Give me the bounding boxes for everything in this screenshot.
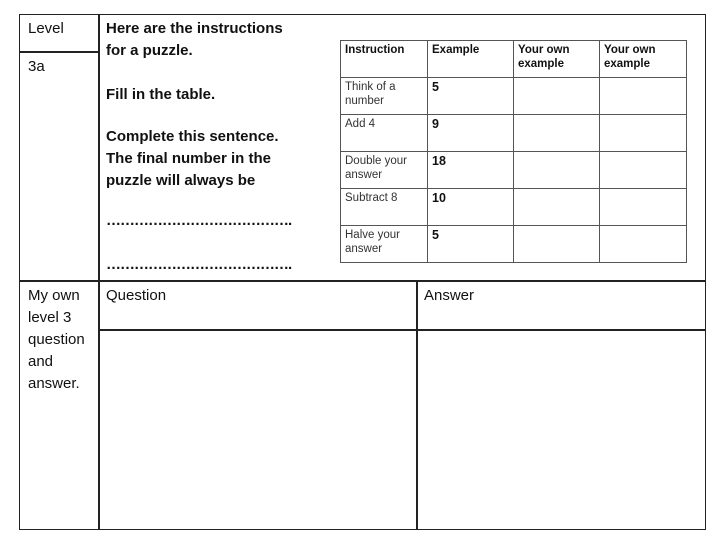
question-header: Question — [106, 287, 167, 304]
own-example-cell[interactable] — [514, 226, 600, 263]
table-row — [341, 152, 687, 189]
table-row — [341, 115, 687, 152]
own-example-cell[interactable] — [600, 189, 687, 226]
own-example-cell[interactable] — [514, 78, 600, 115]
instructions-intro: Here are the instructions for a puzzle. — [106, 20, 283, 59]
answer-blank-1[interactable]: …………………………………. — [106, 212, 292, 229]
example-cell: 5 — [428, 226, 514, 263]
own-example-cell[interactable] — [600, 78, 687, 115]
question-area[interactable] — [100, 331, 415, 529]
header-own-example-2: Your own example — [600, 41, 687, 78]
level-value: 3a — [28, 58, 45, 75]
instruction-cell: Add 4 — [341, 115, 428, 152]
own-example-cell[interactable] — [600, 226, 687, 263]
answer-blank-2[interactable]: …………………………………. — [106, 256, 292, 273]
own-example-cell[interactable] — [514, 115, 600, 152]
example-cell: 5 — [428, 78, 514, 115]
table-row — [341, 189, 687, 226]
header-example: Example — [428, 41, 514, 78]
instruction-cell: Double your answer — [341, 152, 428, 189]
own-example-cell[interactable] — [600, 115, 687, 152]
puzzle-table — [340, 40, 687, 263]
table-row — [341, 78, 687, 115]
own-example-cell[interactable] — [600, 152, 687, 189]
own-question-label: My own level 3 question and answer. — [28, 287, 85, 392]
instructions-task-fill-table: Fill in the table. — [106, 86, 216, 103]
own-example-cell[interactable] — [514, 152, 600, 189]
puzzle-table-header-row — [341, 41, 687, 78]
table-row — [341, 226, 687, 263]
header-instruction: Instruction — [341, 41, 428, 78]
header-own-example-1: Your own example — [514, 41, 600, 78]
answer-header: Answer — [424, 287, 475, 304]
example-cell: 9 — [428, 115, 514, 152]
example-cell: 10 — [428, 189, 514, 226]
section-divider — [19, 280, 706, 282]
instructions-task-complete-sentence: Complete this sentence. The final number in the puzzle will always be — [106, 128, 279, 189]
instruction-cell: Think of a number — [341, 78, 428, 115]
level-divider — [19, 51, 99, 53]
own-example-cell[interactable] — [514, 189, 600, 226]
answer-area[interactable] — [418, 331, 705, 529]
level-heading: Level — [28, 20, 64, 37]
instruction-cell: Subtract 8 — [341, 189, 428, 226]
example-cell: 18 — [428, 152, 514, 189]
instruction-cell: Halve your answer — [341, 226, 428, 263]
